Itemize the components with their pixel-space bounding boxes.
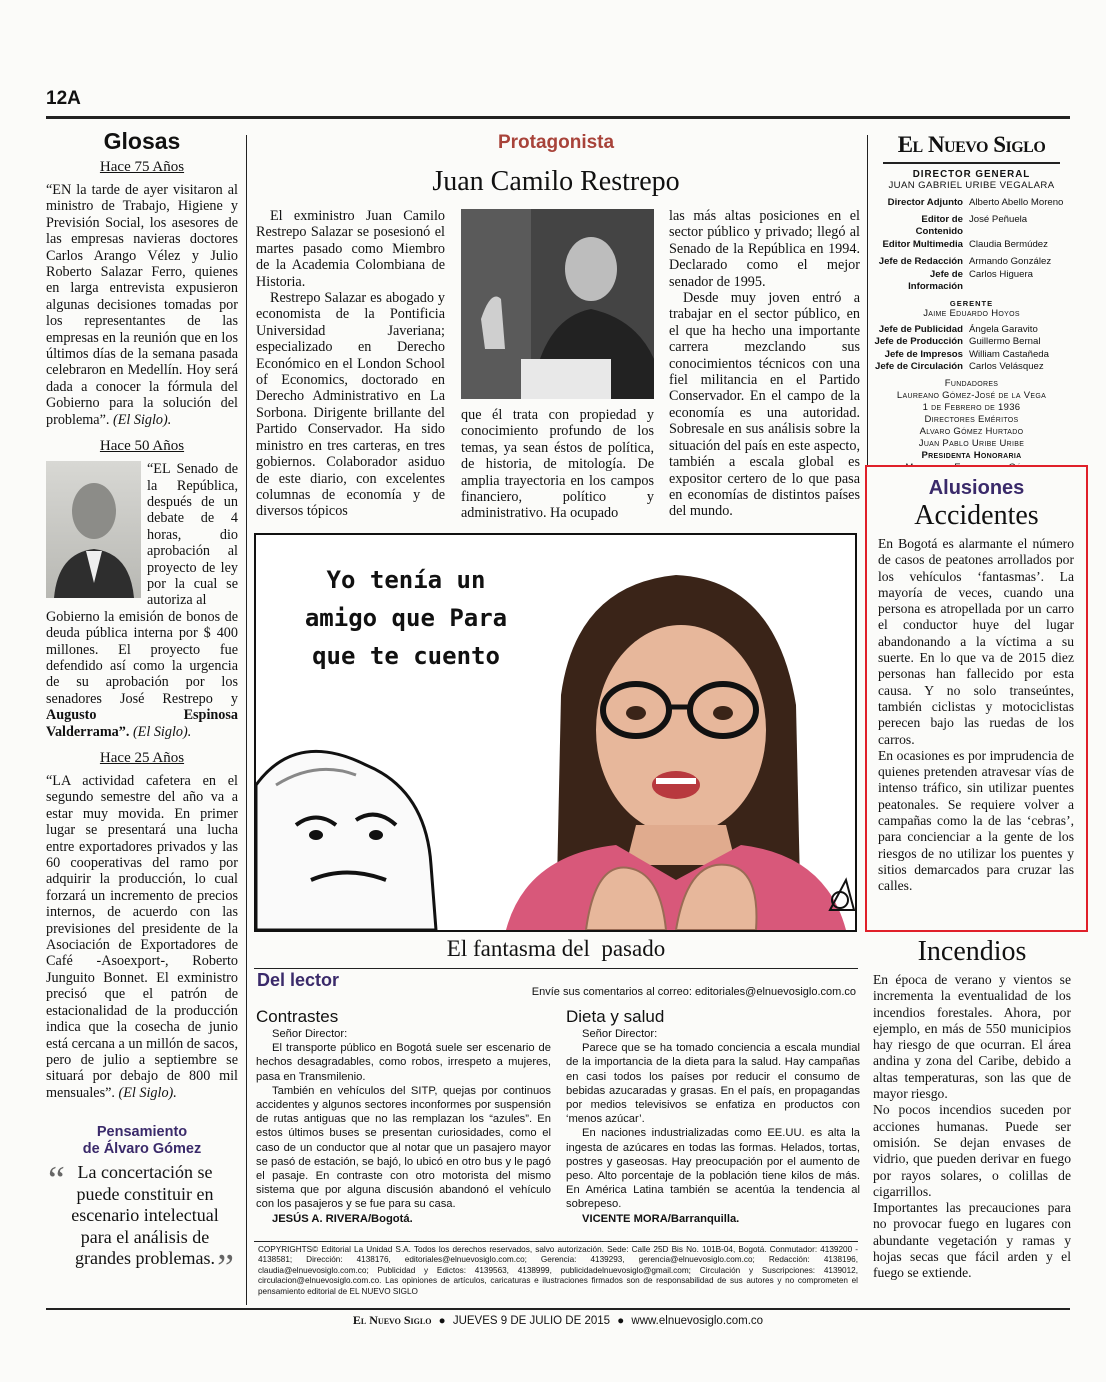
masthead-logo: El Nuevo Siglo xyxy=(897,132,1046,157)
page-number: 12A xyxy=(46,88,81,109)
footer xyxy=(46,1313,1070,1328)
incendios-p1: En época de verano y vientos se incrementa la eventualidad de los incendios forestales. Ahora, por ejemplo, en más de 550 municipios hay riesgo de que ocurran. El área andina y zona del Caribe, debido a altas temperaturas, son las que de mayor riesgo. xyxy=(873,972,1071,1102)
pensamiento-quote: La concertación se puede constituir en escenario intelectual para el análisis de grandes problemas. xyxy=(71,1162,219,1268)
bullet-icon: ● xyxy=(438,1315,446,1327)
glosas-item-25: “LA actividad cafetera en el segundo semestre del año va a estar muy movida. En primer lugar se presentará una lucha entre exportadores privados y las 60 cooperativas del ramo por adquirir la producción, lo cual forzará un incremento de precios internos, de acuerdo con las previsiones del presidente de la Asociación de Exportadores de Café -Asoexport-, Roberto Junguito Bonnet. El exministro precisó que el patrón de estacionalidad de la producción indica que la cosecha de junio está cercana a un millón de sacos, pero de julio a septiembre se situará por debajo de 800 mil mensuales”. (El Siglo). xyxy=(46,773,238,1101)
glosas-heading-25: Hace 25 Años xyxy=(99,750,185,766)
column-rule-2 xyxy=(867,135,868,465)
incendios-p3: Importantes las precauciones para no provocar fuego en lugares con abundante vegetación y ramas y hojas secas que fácil arden y el fuego se extiende. xyxy=(873,1200,1071,1281)
letter-contrastes: Contrastes Señor Director: El transporte público en Bogotá suele ser escenario de hechos desagradables, como robos, irrespeto a mujeres, pasa en Transmilenio. También en vehículos del SITP, quejas por continuos accidentes y algunos sectores inconformes por suspensión de rutas antiguas que no las remplazan los “azules”. En estos últimos buses se presentan curiosidades, como el caso de un conductor que al notar que un pasajero mayor se pasó de estación, se bajó, lo ubicó en otro bus y le pagó el pasaje. En contraste con otro motorista del mismo sistema que por alguna discusión abandonó el vehículo con los pasajeros y se fue para su casa. JESÚS A. RIVERA/Bogotá. xyxy=(256,1007,551,1225)
del-lector-title: Del lector xyxy=(257,970,340,990)
protagonista-col1: El exministro Juan Camilo Restrepo Salazar se posesionó el martes pasado como Miembro de la Academia Colombiana de Historia. Restrepo Salazar es abogado y economista de la Pontificia Universidad Javeriana; especializado en Derecho Económico en el London School of Economics, doctorado en Derecho Administrativo en La Sorbona. Dirigente brillante del Partido Conservador. Ha sido ministro en tres carteras, en tres gobiernos. Colaborador asiduo de este diario, con excelentes columnas de economía y de diversos tópicos xyxy=(256,208,445,520)
glosas-column xyxy=(46,128,238,1101)
cartoonist-logo-icon xyxy=(830,880,854,910)
letter-contrastes-title: Contrastes xyxy=(256,1007,339,1026)
alusiones-p1: En Bogotá es alarmante el número de casos de peatones arrollados por los vehículos ‘fantasmas’. La mayoría de veces, cuando una persona es atropellada por un carro el conductor huye del lugar abandonando a la víctima a su suerte. En lo que va de 2015 diez personas han fallecido por esta causa. Y no solo transeúntes, también ciclistas y motociclistas perecen bajo las ruedas de los carros. xyxy=(878,536,1074,747)
cartoon-caption: El fantasma del pasado xyxy=(446,936,666,961)
senator-photo xyxy=(46,461,141,598)
incendios xyxy=(873,936,1071,1282)
footer-date: JUEVES 9 DE JULIO DE 2015 xyxy=(452,1315,611,1327)
incendios-p2: No pocos incendios suceden por acciones humanas. Puede ser omisión. Se dejan envases de vidrio, que pueden derivar en fuego por rayos solares, o colillas de cigarrillos. xyxy=(873,1102,1071,1199)
glosas-item-75: “EN la tarde de ayer visitaron al ministro de Trabajo, Higiene y Previsión Social, los asesores de las empresas navieras doctores Carlos Arango Vélez y Julio Roberto Salazar Ferro, quienes en larga entrevista expusieron algunas decisiones tomadas por los representantes de las empresas en la reunión que en los últimos días de la semana pasada celebraron en Medellín. Hoy será dada a conocer la fórmula del Gobierno para la solución del problema”. (El Siglo). xyxy=(46,182,238,428)
del-lector-rule xyxy=(254,968,858,969)
emeritos-title: Directores Eméritos xyxy=(924,413,1019,425)
fundadores-date: 1 de Febrero de 1936 xyxy=(922,401,1021,413)
emerito-2: Juan Pablo Uribe Uribe xyxy=(918,437,1025,449)
glosas-heading-75: Hace 75 Años xyxy=(99,159,185,175)
incendios-title: Incendios xyxy=(917,936,1027,967)
footer-logo: El Nuevo Siglo xyxy=(352,1313,432,1327)
director-name: JUAN GABRIEL URIBE VEGALARA xyxy=(888,180,1055,191)
footer-rule xyxy=(46,1308,1070,1310)
fundadores-names: Laureano Gómez-José de la Vega xyxy=(896,389,1047,401)
fundadores-title: Fundadores xyxy=(944,377,999,389)
masthead-staff-2: Jefe de Redacción Armando González Jefe de Información Carlos Higuera xyxy=(878,256,1052,292)
column-rule-1 xyxy=(246,135,247,1305)
bullet-icon: ● xyxy=(617,1315,625,1327)
masthead-staff-3: Jefe de Publicidad Ángela Garavito Jefe de Producción Guillermo Bernal Jefe de Impresos William Castañeda Jefe de Circulación Carlos Velásquez xyxy=(874,323,1049,372)
restrepo-photo xyxy=(461,209,654,399)
letter-dieta-title: Dieta y salud xyxy=(566,1007,665,1026)
alusiones-box xyxy=(865,465,1088,932)
gerente-title: GERENTE xyxy=(949,298,994,308)
footer-url: www.elnuevosiglo.com.co xyxy=(631,1315,764,1327)
alusiones-p2: En ocasiones es por imprudencia de quienes pretenden atravesar vías de intenso tráfico, sin utilizar puentes peatonales. Se requiere volver a campañas como la de las ‘cebras’, para concienciar a la gente de los riesgos de no utilizar los puentes y sitios demarcados para cruzar las calles. xyxy=(878,747,1074,894)
protagonista-name: Juan Camilo Restrepo xyxy=(432,166,680,197)
honoraria-title: Presidenta Honoraria xyxy=(921,449,1022,461)
cartoon-frame xyxy=(254,533,857,932)
protagonista-section: Protagonista xyxy=(497,132,615,153)
masthead xyxy=(873,132,1070,474)
protagonista-col2: que él trata con propiedad y conocimiento profundo de los temas, ya sean éstos de política, de historia, de mitología. De amplia trayectoria en los campos financiero, político y administrativo. Ha ocupado xyxy=(461,407,654,522)
glosas-item-50-part2: Gobierno la emisión de bonos de deuda pública interna por $ 400 millones. El proyecto fue defendido así como la urgencia de su aprobación por los senadores José Restrepo y Augusto Espinosa Valderrama”. (El Siglo). xyxy=(46,608,238,740)
emerito-1: Alvaro Gómez Hurtado xyxy=(919,425,1024,437)
open-quote-icon: “ xyxy=(48,1159,65,1201)
letter-contrastes-signature: JESÚS A. RIVERA/Bogotá. xyxy=(272,1212,413,1225)
close-quote-icon: ” xyxy=(217,1246,234,1289)
letter-dieta-signature: VICENTE MORA/Barranquilla. xyxy=(582,1212,740,1225)
copyright-notice: COPYRIGHTS© Editorial La Unidad S.A. Todos los derechos reservados, salvo autorización. Sede: Calle 25D Bis No. 101B-04, Bogotá. Conmutador: 4139200 - 4138581; Dirección: 4138176, editoriales@elnuevosiglo.com.co; Gerencia: 4139293, gerencia@elnuevosiglo.com.co; Redacción: 4138196, claudia@elnuevosiglo.com.co; Publicidad y Edictos: 4139563, 4138999, publicidadelnuevosiglo@gmail.com; Circulación y Suscripciones: 4139012, circulacion@elnuevosiglo.com.co. Las opiniones de artículos, caricaturas e ilustraciones firmados son de responsabilidad de sus autores y no comprometen el pensamiento editorial de EL NUEVO SIGLO xyxy=(258,1245,858,1296)
glosas-heading-50: Hace 50 Años xyxy=(99,438,185,455)
pensamiento-box xyxy=(46,1124,238,1289)
del-lector-email-note: Envíe sus comentarios al correo: editoriales@elnuevosiglo.com.co xyxy=(531,986,856,998)
director-title: DIRECTOR GENERAL xyxy=(912,169,1031,180)
alusiones-section: Alusiones xyxy=(928,477,1025,499)
gerente-name: Jaime Eduardo Hoyos xyxy=(923,307,1020,319)
masthead-staff-1: Director Adjunto Alberto Abello Moreno Editor de Contenido José Peñuela Editor Multimedia Claudia Bermúdez xyxy=(882,197,1064,250)
letter-dieta: Dieta y salud Señor Director: Parece que se ha tomado conciencia a escala mundial de la importancia de la dieta para la salud. Hay campañas en casi todos los países por reducir el consumo de bebidas azucaradas y grasas. En el país, en propagandas por medios televisivos se enfatiza en productos con ‘menos azúcar’. En naciones industrializadas como EE.UU. es alta la ingesta de azúcares en todas las formas. Helados, tortas, postres y gaseosas. Hay preocupación por el aumento de peso. Alto porcentaje de la población tiene kilos de más. En América Latina también se acentúa la tendencia al sobrepeso. VICENTE MORA/Barranquilla. xyxy=(566,1007,860,1225)
cartoon-speech: Yo tenía un amigo que Para que te cuento xyxy=(304,566,508,670)
pensamiento-title: Pensamiento de Álvaro Gómez xyxy=(82,1124,202,1157)
glosas-item-50-part1: “EL Senado de la República, después de un debate de 4 horas, dio aprobación al proyecto de ley por la cual se autoriza al xyxy=(147,461,238,609)
glosas-title: Glosas xyxy=(103,128,181,154)
copyright-rule xyxy=(254,1241,858,1242)
top-rule xyxy=(46,116,1070,119)
alusiones-title: Accidentes xyxy=(914,500,1039,531)
protagonista-col3: las más altas posiciones en el sector público y privado; llegó al Senado de la República en 1994. Declarado como el mejor senador de 1995. Desde muy joven entró a trabajar en el sector público, en el que ha hecho una importante carrera mezclando sus conocimientos técnicos con una fiel militancia en el Partido Conservador. En el campo de la economía es una autoridad. Sobresale en sus análisis sobre la situación del país en este aspecto, también a escala global es expositor certero de lo que pasa en economías de distintos países del mundo. xyxy=(669,208,860,520)
